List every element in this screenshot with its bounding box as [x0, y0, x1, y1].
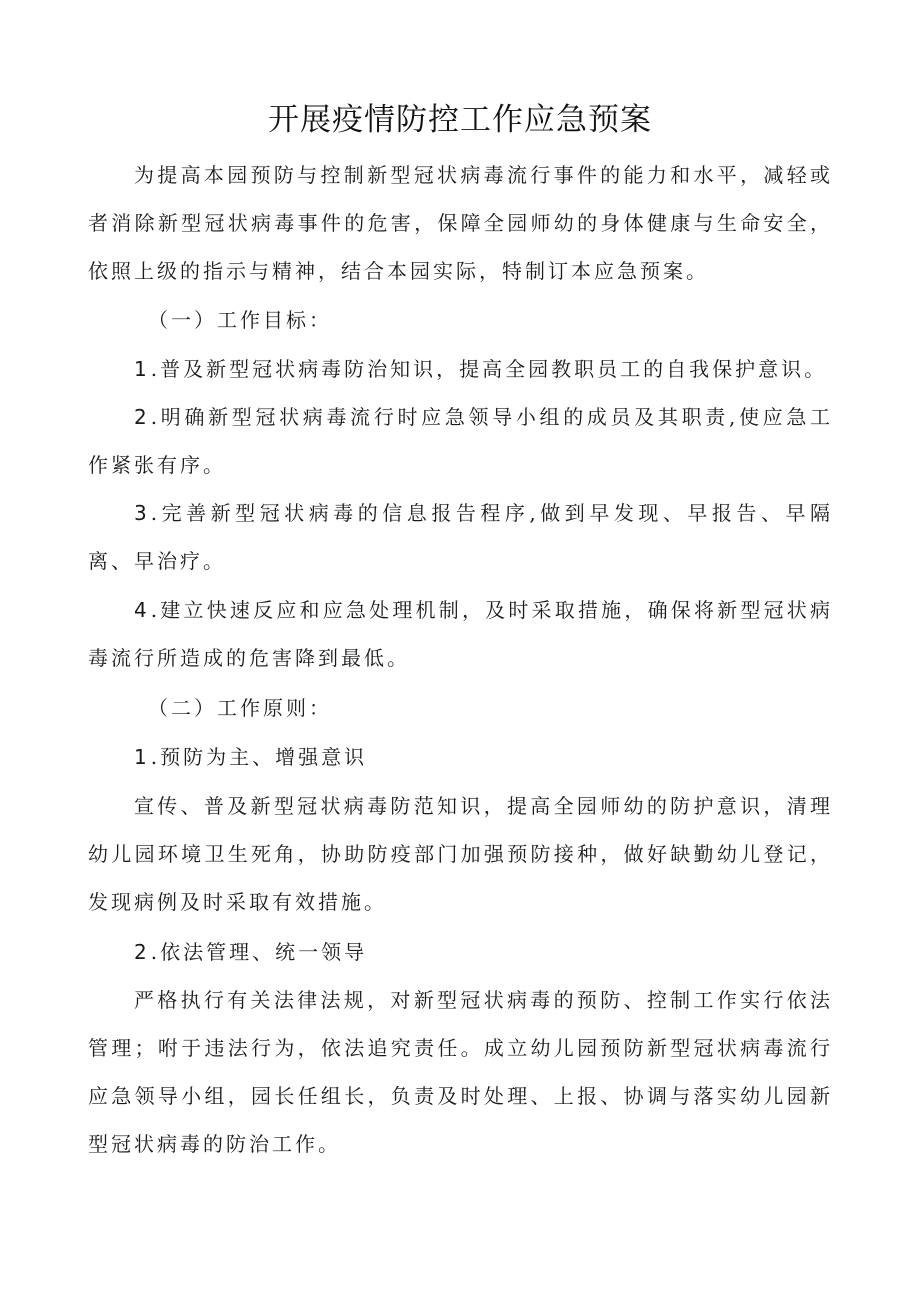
intro-paragraph: 为提高本园预防与控制新型冠状病毒流行事件的能力和水平，减轻或者消除新型冠状病毒事件的危害，保障全园师幼的身体健康与生命安全，依照上级的指示与精神，结合本园实际，特制订本应急预案。	[88, 163, 833, 283]
goal-item-text: .普及新型冠状病毒防治知识，提高全园教职员工的自我保护意识。	[150, 357, 828, 381]
goal-item-text: .完善新型冠状病毒的信息报告程序,做到早发现、早报告、早隔离、早治疗。	[88, 501, 833, 573]
principle-item-text: .依法管理、统一领导	[150, 940, 368, 964]
principle-item-number: 2	[134, 940, 147, 964]
goal-item-number: 2	[134, 405, 147, 429]
goal-item-1	[88, 345, 833, 393]
goal-item-2	[88, 393, 833, 489]
goal-item-number: 3	[134, 501, 147, 525]
principle-item-1-body: 宣传、普及新型冠状病毒防范知识，提高全园师幼的防护意识，清理幼儿园环境卫生死角，协助防疫部门加强预防接种，做好缺勤幼儿登记，发现病例及时采取有效措施。	[88, 794, 833, 914]
page-title: 开展疫情防控工作应急预案	[268, 102, 652, 138]
goal-item-4	[88, 586, 833, 682]
goal-item-3	[88, 489, 833, 585]
section-heading-principles: （二）工作原则：	[148, 696, 332, 720]
goal-item-text: .建立快速反应和应急处理机制，及时采取措施，确保将新型冠状病毒流行所造成的危害降到最低。	[88, 598, 833, 670]
goal-item-number: 4	[134, 598, 147, 622]
goal-item-number: 1	[134, 357, 147, 381]
goal-item-text: .明确新型冠状病毒流行时应急领导小组的成员及其职责,使应急工作紧张有序。	[88, 405, 833, 477]
principle-item-1-title	[88, 733, 833, 781]
principle-item-2-body: 严格执行有关法律法规，对新型冠状病毒的预防、控制工作实行依法管理；咐于违法行为，依法追究责任。成立幼儿园预防新型冠状病毒流行应急领导小组，园长任组长，负责及时处理、上报、协调与落实幼儿园新型冠状病毒的防治工作。	[88, 988, 833, 1156]
section-heading-goals: （一）工作目标：	[148, 308, 332, 332]
principle-item-2-title	[88, 928, 833, 976]
principle-item-number: 1	[134, 745, 147, 769]
principle-item-text: .预防为主、增强意识	[150, 745, 368, 769]
